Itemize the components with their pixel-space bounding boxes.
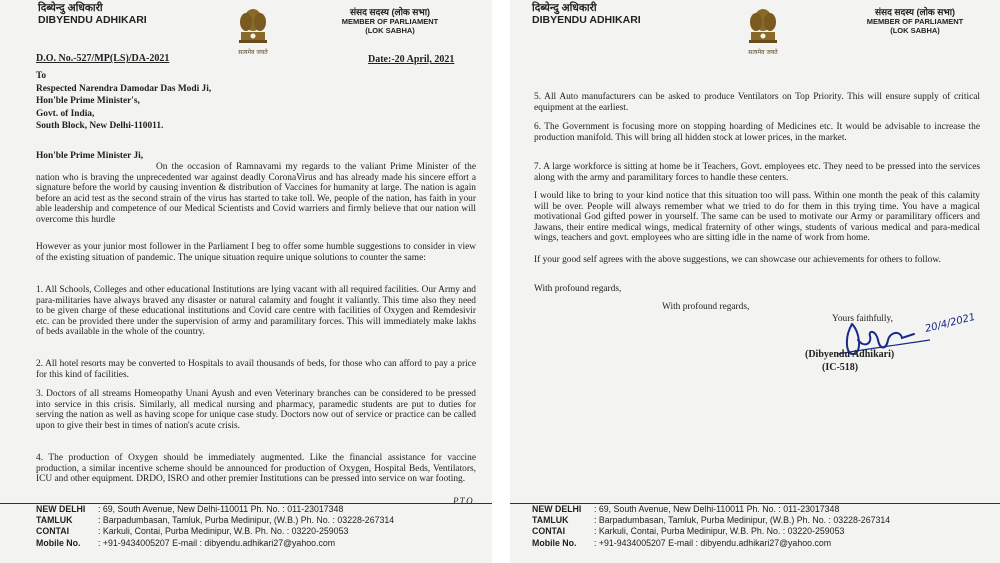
suggestion-point-1: 1. All Schools, Colleges and other educational Institutions are lying vacant with all required facilities. Our Army and para-militaries have always braved any disaster or natural calamity and fought it valiantly. This time also they need to be given charge of these educational institutions and Covid care centre with facilities of Oxygen and Remdesivir etc. can be provided there under the supervision of army and paramilitary forces. This will immediately make lakhs of beds available in the whole of the country. bbox=[36, 285, 476, 338]
letterhead-title-block bbox=[855, 8, 975, 35]
to-label: To bbox=[36, 71, 47, 81]
suggestion-point-3: 3. Doctors of all streams Homeopathy Unani Ayush and even Veterinary branches can be considered to be pressed into service in this crisis. Similarly, all medical nursing and pharmacy, paramedic students are put to duties for serving the nation as well as having scope for unique case study. Doctors now out of service or practice can be called upon to give their best in times of nation's acute crisis. bbox=[36, 389, 476, 431]
letterhead-name-english: DIBYENDU ADHIKARI bbox=[532, 14, 641, 26]
salutation: Hon'ble Prime Minister Ji, bbox=[36, 151, 144, 161]
letterhead-name-english: DIBYENDU ADHIKARI bbox=[38, 14, 147, 26]
signatory-code: (IC-518) bbox=[822, 362, 859, 373]
letterhead-name-hindi: दिब्येन्दु अधिकारी bbox=[38, 2, 103, 14]
closing-regards-repeat: With profound regards, bbox=[662, 302, 750, 312]
paragraph-suggestions-intro: However as your junior most follower in the Parliament I beg to offer some humble suggestions to consider in view of the existing situation of pandemic. The unique situation require unique solutions to counter the same: bbox=[36, 242, 476, 263]
letter-page-2 bbox=[510, 0, 1000, 563]
recipient-address bbox=[36, 70, 336, 133]
closing-regards: With profound regards, bbox=[534, 284, 622, 294]
address-line: Govt. of India, bbox=[36, 108, 95, 119]
letterhead-title-block bbox=[330, 8, 450, 35]
emblem-motto: सत्यमेव जयते bbox=[238, 49, 268, 56]
suggestion-point-6: 6. The Government is focusing more on stopping hoarding of Medicines etc. It would be advisable to increase the production manifold. This will bring all hidden stock at lower prices, in the market. bbox=[534, 122, 980, 143]
footer-row: CONTAI : Karkuli, Contai, Purba Medinipur, W.B. Ph. No. : 03220-259053 bbox=[36, 526, 349, 537]
letterhead-house: (LOK SABHA) bbox=[890, 26, 940, 35]
footer-row: TAMLUK : Barpadumbasan, Tamluk, Purba Medinipur, (W.B.) Ph. No. : 03228-267314 bbox=[532, 515, 891, 526]
paragraph-notice: I would like to bring to your kind notice that this situation too will pass. Within one month the peak of this calamity will be over. People will always remember what we tried to do for them in this trying time. You have a magical motivational God gifted power in yourself. The same can be used to motivate our Army or paramilitary officers and Jawans, their entire medical wings, medical fraternity of other wings, students of various medical and para-medical wings, teachers and govt. employees who are sitting idle in the name of work from home. bbox=[534, 191, 980, 244]
suggestion-point-2: 2. All hotel resorts may be converted to Hospitals to avail thousands of beds, for those who can afford to pay a price for this kind of facilities. bbox=[36, 359, 476, 380]
paragraph-agree: If your good self agrees with the above suggestions, we can showcase our achievements for others to follow. bbox=[534, 255, 941, 265]
letter-footer bbox=[510, 503, 1000, 549]
footer-row: CONTAI : Karkuli, Contai, Purba Medinipur, W.B. Ph. No. : 03220-259053 bbox=[532, 526, 845, 537]
suggestion-point-7: 7. A large workforce is sitting at home be it Teachers, Govt. employees etc. They need to be pressed into the services along with the army and paramilitary forces to handle these centers. bbox=[534, 162, 980, 183]
paragraph-opening: On the occasion of Ramnavami my regards to the valiant Prime Minister of the nation who is braving the unprecedented war against deadly CoronaVirus and has already made his sincere effort a signature before the world by causing invention & distribution of Vaccines for humanity at large. The nation is again before an acid test as the second strain of the virus has started to take toll. We, people of the nation, has faith in your able leadership and competence of our Medical Scientists and Covid warriers and firmly believe that our nation will overcome this hurdle bbox=[36, 162, 476, 225]
signature-date: 20/4/2021 bbox=[924, 311, 977, 335]
address-line: Hon'ble Prime Minister's, bbox=[36, 96, 140, 106]
letter-footer bbox=[0, 503, 492, 549]
signatory-name: (Dibyendu Adhikari) bbox=[805, 349, 895, 360]
letterhead-name-block bbox=[38, 2, 147, 26]
letterhead-title-hindi: संसद सदस्य (लोक सभा) bbox=[349, 7, 431, 17]
letter-date: Date:-20 April, 2021 bbox=[368, 54, 455, 65]
letterhead-house: (LOK SABHA) bbox=[365, 26, 415, 35]
letterhead-title-hindi: संसद सदस्य (लोक सभा) bbox=[874, 7, 956, 17]
letterhead-name-block bbox=[532, 2, 641, 26]
footer-row: Mobile No. : +91-9434005207 E-mail : dibyendu.adhikari27@yahoo.com bbox=[36, 537, 336, 548]
letterhead-title-english: MEMBER OF PARLIAMENT bbox=[866, 17, 964, 26]
suggestion-point-5: 5. All Auto manufacturers can be asked to produce Ventilators on Top Priority. This will ensure supply of critical equipment at the earliest. bbox=[534, 92, 980, 113]
footer-row: TAMLUK : Barpadumbasan, Tamluk, Purba Medinipur, (W.B.) Ph. No. : 03228-267314 bbox=[36, 515, 395, 526]
suggestion-point-4: 4. The production of Oxygen should be immediately augmented. Like the financial assistance for vaccine production, a similar incentive scheme should be announced for production of Oxygen, Hospital Beds, Ventilators, ICU and other equipment. DRDO, ISRO and other premier Institutions can be pressed into service on war footing. bbox=[36, 453, 476, 485]
letterhead-name-hindi: दिब्येन्दु अधिकारी bbox=[532, 2, 597, 14]
address-line: South Block, New Delhi-110011. bbox=[36, 121, 164, 131]
reference-number: D.O. No.-527/MP(LS)/DA-2021 bbox=[36, 53, 170, 64]
footer-row: NEW DELHI : 69, South Avenue, New Delhi-110011 Ph. No. : 011-23017348 bbox=[36, 504, 344, 514]
address-line: Respected Narendra Damodar Das Modi Ji, bbox=[36, 83, 212, 94]
footer-row: Mobile No. : +91-9434005207 E-mail : dibyendu.adhikari27@yahoo.com bbox=[532, 537, 832, 548]
letterhead-title-english: MEMBER OF PARLIAMENT bbox=[341, 17, 439, 26]
page-separator bbox=[492, 0, 510, 563]
national-emblem-icon bbox=[743, 6, 783, 62]
emblem-motto: सत्यमेव जयते bbox=[748, 49, 778, 56]
letter-page-1 bbox=[0, 0, 492, 563]
pto-note: P.T.O bbox=[453, 496, 473, 506]
footer-row: NEW DELHI : 69, South Avenue, New Delhi-110011 Ph. No. : 011-23017348 bbox=[532, 504, 840, 514]
yours-faithfully: Yours faithfully, bbox=[832, 314, 893, 324]
national-emblem-icon bbox=[233, 6, 273, 62]
